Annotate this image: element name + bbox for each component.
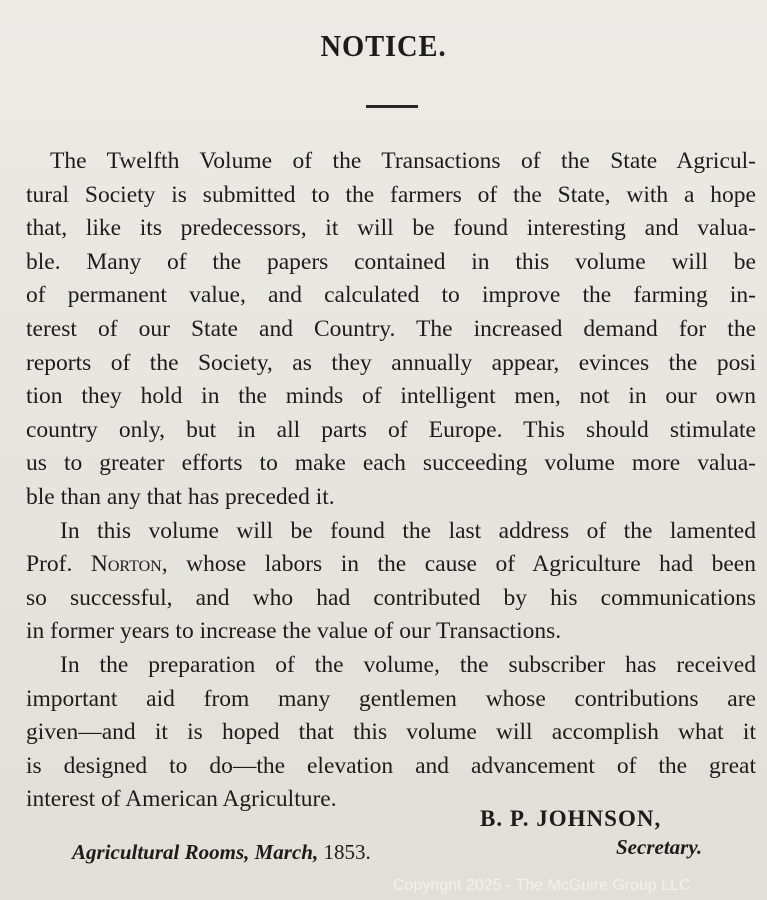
text-line: terest of our State and Country. The increased demand for the bbox=[26, 315, 756, 342]
text-line: in former years to increase the value of our Transactions. bbox=[26, 618, 562, 645]
text-line: country only, but in all parts of Europe. This should stimulate bbox=[26, 416, 756, 443]
dateline-place: Agricultural Rooms, March, bbox=[72, 840, 319, 864]
text-line: tion they hold in the minds of intelligent men, not in our own bbox=[26, 383, 756, 410]
dateline bbox=[72, 840, 371, 865]
signature-role: Secretary. bbox=[616, 835, 703, 859]
paragraph-3 bbox=[26, 649, 756, 817]
title-prefix: Prof. bbox=[26, 551, 91, 578]
title-rule-divider bbox=[366, 105, 418, 108]
text-line bbox=[26, 548, 756, 582]
paragraph-1 bbox=[26, 145, 756, 515]
copyright-watermark: Copyright 2025 - The McGuire Group LLC bbox=[393, 877, 691, 894]
page-title: NOTICE. bbox=[320, 28, 447, 63]
paragraph-2 bbox=[26, 515, 756, 649]
dateline-year: 1853. bbox=[318, 840, 371, 864]
text-line: important aid from many gentlemen whose contributions are bbox=[26, 685, 756, 712]
person-name: Norton bbox=[90, 551, 162, 578]
text-line: tural Society is submitted to the farmers of the State, with a hope bbox=[26, 181, 756, 208]
text-line: that, like its predecessors, it will be found interesting and valua- bbox=[26, 215, 756, 242]
text-line: given—and it is hoped that this volume will accomplish what it bbox=[26, 719, 756, 746]
text-line: of permanent value, and calculated to improve the farming in- bbox=[26, 282, 756, 309]
text-line: The Twelfth Volume of the Transactions of the State Agricul- bbox=[50, 148, 756, 174]
text-line: interest of American Agriculture. bbox=[26, 786, 337, 813]
text-line: reports of the Society, as they annually appear, evinces the posi bbox=[26, 349, 756, 376]
text-line: In this volume will be found the last address of the lamented bbox=[60, 517, 756, 544]
text-fragment: , whose labors in the cause of Agriculture had been bbox=[161, 551, 756, 578]
text-line: ble than any that has preceded it. bbox=[26, 483, 335, 510]
signature-name: B. P. JOHNSON, bbox=[480, 806, 662, 831]
text-line: is designed to do—the elevation and advancement of the great bbox=[26, 752, 756, 779]
text-line: so successful, and who had contributed by his communications bbox=[26, 584, 756, 611]
text-line: In the preparation of the volume, the subscriber has received bbox=[60, 651, 756, 678]
text-line: us to greater efforts to make each succeeding volume more valua- bbox=[26, 450, 756, 477]
notice-body bbox=[26, 145, 756, 817]
text-line: ble. Many of the papers contained in this volume will be bbox=[26, 248, 756, 275]
